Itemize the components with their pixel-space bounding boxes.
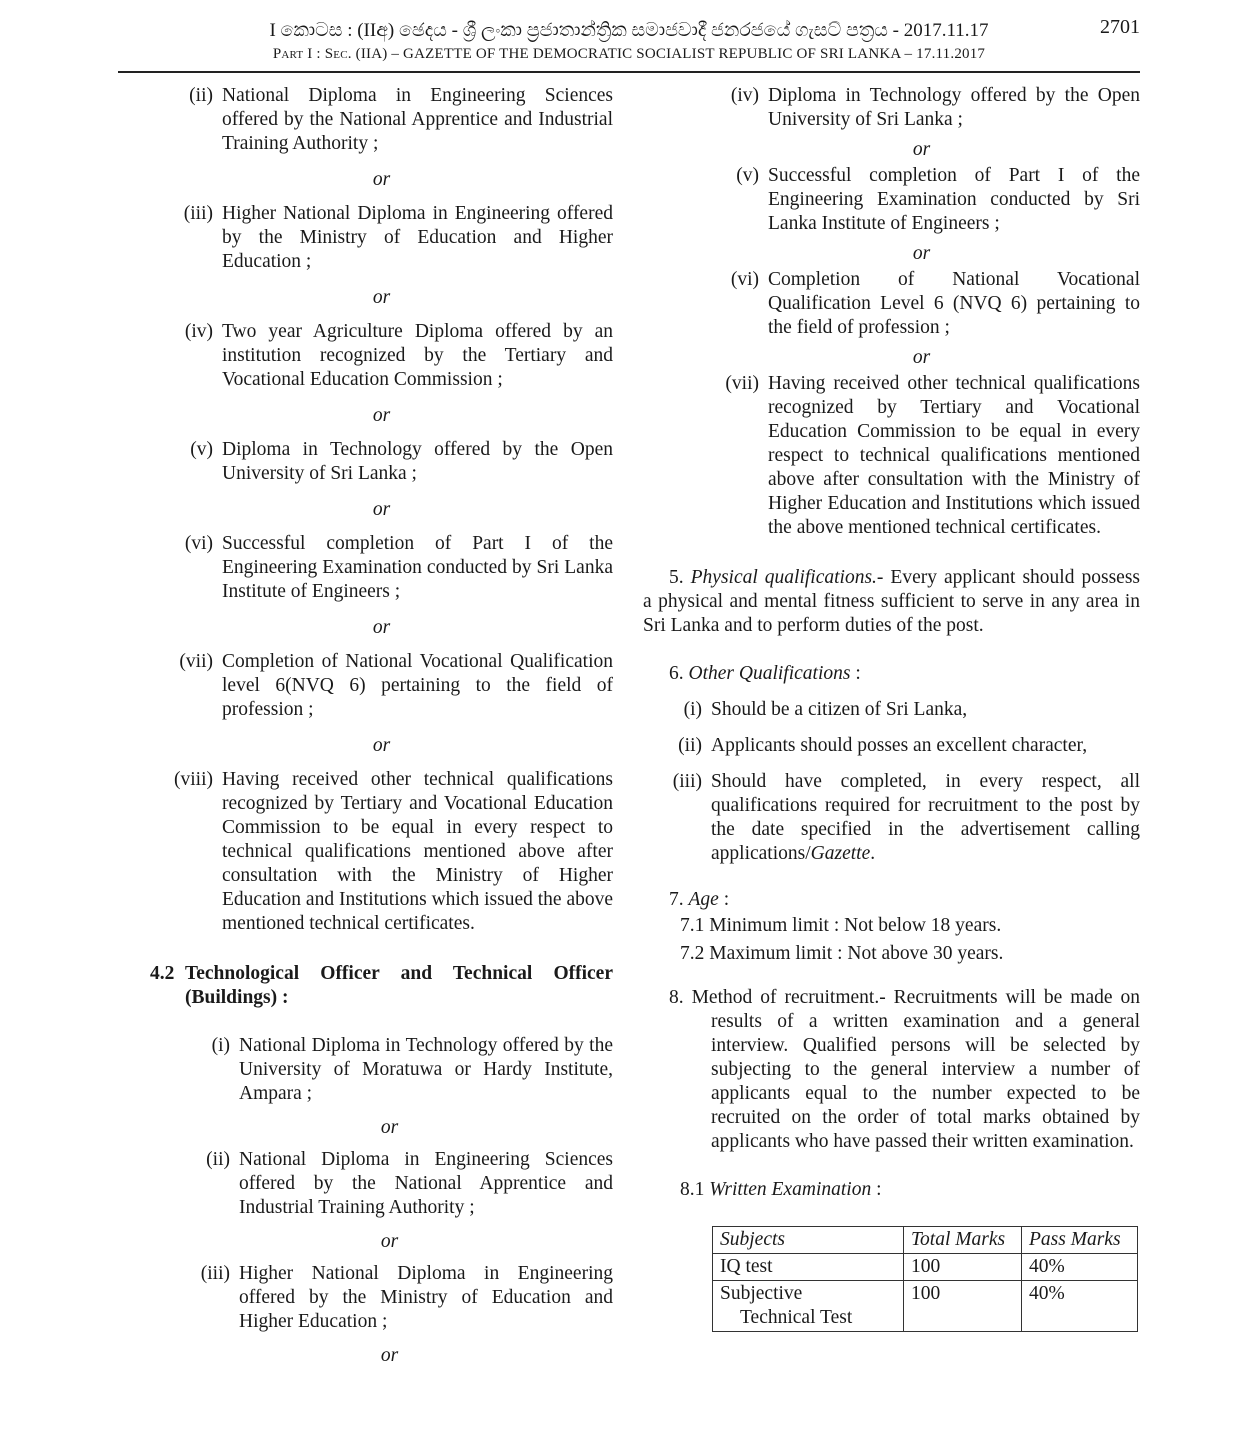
paragraph-6-heading (643, 662, 1140, 686)
cell-subject: IQ test (713, 1254, 904, 1281)
table-row (713, 1281, 1138, 1332)
item-number: (ii) (678, 735, 702, 756)
list-item (150, 1148, 613, 1220)
column-header-total-marks: Total Marks (904, 1227, 1022, 1254)
cell-subject-line1: Subjective (720, 1283, 803, 1304)
item-text: Having received other technical qualifications recognized by Tertiary and Vocational Education Commission to be equal in every respect to technical qualifications mentioned above after consultation with the Ministry of Higher Education and Institutions which issued the above mentioned technical certificates. (768, 373, 1140, 538)
list-item (150, 768, 613, 936)
right-column (643, 84, 1140, 1332)
list-item (150, 320, 613, 392)
list-item (643, 164, 1140, 236)
cell-pass-marks: 40% (1022, 1281, 1138, 1332)
item-text-main: Should have completed, in every respect, all qualifications required for recruitment to the post by the date specified in the advertisement calling applications/ (711, 771, 1140, 864)
item-text: Successful completion of Part I of the Engineering Examination conducted by Sri Lanka Institute of Engineers ; (222, 533, 613, 602)
section-title: Technological Officer and Technical Officer (Buildings) : (185, 963, 613, 1008)
header-sinhala-title: I කොටස : (IIඅ) ඡෙදය - ශ්‍රී ලංකා ප්‍රජාතාන්ත්‍රික සමාජවාදී ජනරජයේ ගැසට් පත්‍රය - 2017.11.17 (269, 20, 989, 41)
paragraph-5 (643, 566, 1140, 638)
list-item (150, 1262, 613, 1334)
item-text: Should be a citizen of Sri Lanka, (711, 699, 968, 720)
item-number: (i) (683, 699, 702, 720)
item-text: Applicants should posses an excellent character, (711, 735, 1088, 756)
left-column (150, 84, 613, 1368)
list-item (643, 698, 1140, 722)
list-item (150, 438, 613, 486)
item-text-end: . (870, 843, 876, 864)
header-divider (118, 71, 1140, 73)
para-number: 8.1 (680, 1179, 705, 1200)
para-suffix: : (871, 1179, 882, 1200)
or-separator: or (372, 617, 391, 638)
or-separator: or (372, 405, 391, 426)
item-number: (iv) (730, 85, 759, 106)
item-number: (vii) (725, 373, 759, 394)
cell-subject (713, 1281, 904, 1332)
item-number: (iii) (183, 203, 213, 224)
or-separator: or (372, 499, 391, 520)
or-separator: or (912, 139, 931, 160)
item-number: (ii) (189, 85, 213, 106)
or-separator: or (372, 287, 391, 308)
item-text: Two year Agriculture Diploma offered by an institution recognized by the Tertiary and Vocational Education Commission ; (222, 321, 613, 390)
item-number: (ii) (206, 1149, 230, 1170)
para-suffix: : (718, 889, 730, 910)
para-text: - Every applicant should possess a physical and mental fitness sufficient to serve in any area in Sri Lanka and to perform duties of the post. (643, 567, 1140, 636)
item-text: Successful completion of Part I of the Engineering Examination conducted by Sri Lanka Institute of Engineers ; (768, 165, 1140, 234)
item-text: Higher National Diploma in Engineering offered by the Ministry of Education and Higher Education ; (239, 1263, 613, 1332)
para-number: 6. (669, 663, 684, 684)
header-english-line: Part I : Sec. (IIA) – GAZETTE OF THE DEMOCRATIC SOCIALIST REPUBLIC OF SRI LANKA – 17.11.2017 (272, 46, 986, 62)
para-number: 7. (669, 889, 684, 910)
item-number: (vi) (730, 269, 759, 290)
item-text: Diploma in Technology offered by the Open University of Sri Lanka ; (768, 85, 1140, 130)
item-number: (viii) (174, 769, 213, 790)
list-item (643, 84, 1140, 132)
cell-total-marks: 100 (904, 1281, 1022, 1332)
item-text-italic: Gazette (810, 843, 871, 864)
item-text: National Diploma in Technology offered by the University of Moratuwa or Hardy Institute, Ampara ; (239, 1035, 613, 1104)
or-separator: or (380, 1345, 399, 1366)
item-number: (vii) (179, 651, 213, 672)
or-separator: or (372, 169, 391, 190)
page-number: 2701 (1100, 16, 1140, 38)
column-header-subjects: Subjects (713, 1227, 904, 1254)
table-header-row (713, 1227, 1138, 1254)
written-exam-table (712, 1226, 1138, 1332)
or-separator: or (912, 347, 931, 368)
item-number: (iv) (184, 321, 213, 342)
para-number: 5. (669, 567, 684, 588)
list-item (643, 770, 1140, 866)
item-text: Higher National Diploma in Engineering offered by the Ministry of Education and Higher Education ; (222, 203, 613, 272)
header-sinhala-line (118, 18, 1140, 44)
list-item (150, 650, 613, 722)
cell-pass-marks: 40% (1022, 1254, 1138, 1281)
or-separator: or (380, 1231, 399, 1252)
item-text: Completion of National Vocational Qualification Level 6 (NVQ 6) pertaining to the field of profession ; (768, 269, 1140, 338)
cell-total-marks: 100 (904, 1254, 1022, 1281)
or-separator: or (912, 243, 931, 264)
item-text: National Diploma in Engineering Sciences offered by the National Apprentice and Industrial Training Authority ; (222, 85, 613, 154)
age-minimum: 7.1 Minimum limit : Not below 18 years. (680, 915, 1002, 936)
list-item (643, 734, 1140, 758)
item-text: Having received other technical qualifications recognized by Tertiary and Vocational Education Commission to be equal in every respect to technical qualifications mentioned above after consultation with the Ministry of Higher Education and Institutions which issued the above mentioned technical certificates. (222, 769, 614, 934)
age-maximum: 7.2 Maximum limit : Not above 30 years. (680, 943, 1004, 964)
section-number: 4.2 (150, 963, 175, 984)
section-heading-4-2 (150, 962, 613, 1010)
para-heading: Physical qualifications. (690, 567, 877, 588)
paragraph-8: 8. Method of recruitment.- Recruitments will be made on results of a written examination and a general interview. Qualified persons will be selected by subjecting to the general interview a number of applicants equal to the number expected to be recruited on the order of total marks obtained by applicants who have passed their written examination. (669, 987, 1140, 1152)
item-number: (v) (736, 165, 759, 186)
item-number: (iii) (672, 771, 702, 792)
item-text: Diploma in Technology offered by the Open University of Sri Lanka ; (222, 439, 613, 484)
list-item (150, 1034, 613, 1106)
paragraph-8-1-heading (643, 1178, 1140, 1202)
item-number: (i) (211, 1035, 230, 1056)
paragraph-7-heading (643, 888, 1140, 912)
item-number: (iii) (200, 1263, 230, 1284)
page-header (118, 18, 1140, 64)
para-suffix: : (850, 663, 861, 684)
table-row (713, 1254, 1138, 1281)
list-item (150, 202, 613, 274)
list-item (150, 532, 613, 604)
item-number: (vi) (184, 533, 213, 554)
para-heading: Other Qualifications (688, 663, 851, 684)
item-text: National Diploma in Engineering Sciences offered by the National Apprentice and Industrial Training Authority ; (239, 1149, 613, 1218)
item-number: (v) (190, 439, 213, 460)
item-text (711, 770, 1140, 866)
list-item (150, 84, 613, 156)
column-header-pass-marks: Pass Marks (1022, 1227, 1138, 1254)
list-item (643, 268, 1140, 340)
item-text: Completion of National Vocational Qualification level 6(NVQ 6) pertaining to the field of profession ; (222, 651, 613, 720)
list-item (643, 372, 1140, 540)
para-heading: Written Examination (709, 1179, 872, 1200)
para-heading: Age (688, 889, 719, 910)
cell-subject-line2: Technical Test (740, 1307, 853, 1328)
or-separator: or (380, 1117, 399, 1138)
or-separator: or (372, 735, 391, 756)
